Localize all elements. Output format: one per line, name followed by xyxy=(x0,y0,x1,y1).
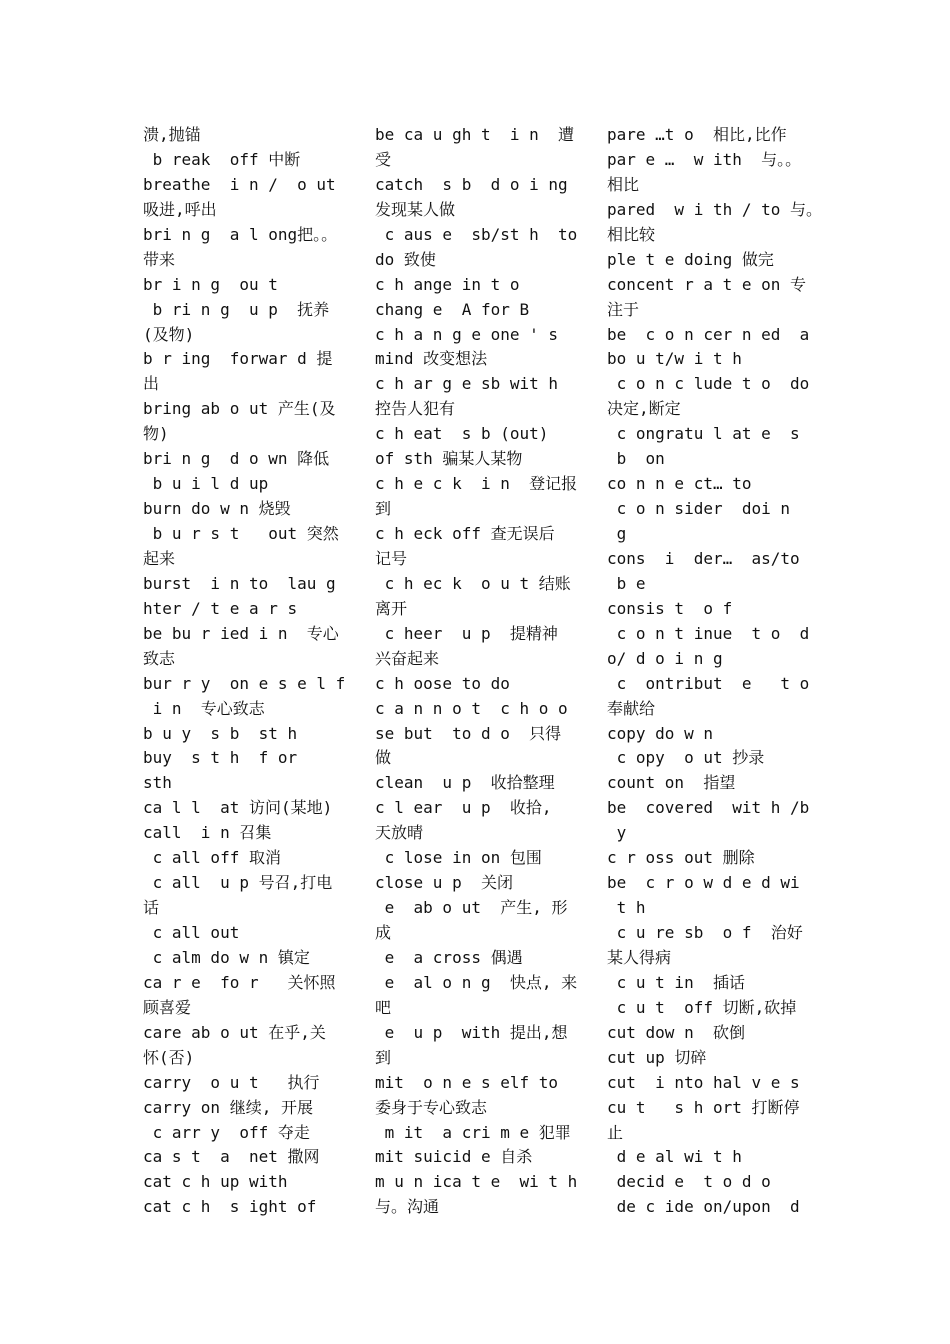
phrase-line: of sth 骗某人某物 xyxy=(375,449,523,469)
phrase-line: c h eat s b (out) xyxy=(375,424,549,444)
phrase-line: ple t e doing 做完 xyxy=(607,249,774,269)
phrase-line: be covered wit h /b xyxy=(607,798,810,818)
phrase-line: buy s t h f or xyxy=(143,748,298,768)
phrase-line: 相比较 xyxy=(607,224,656,244)
phrase-line: bri n g d o wn 降低 xyxy=(143,449,330,469)
phrase-line: 带来 xyxy=(143,249,176,269)
phrase-line: bo u t/w i t h xyxy=(607,349,742,369)
phrase-line: 发现某人做 xyxy=(375,199,456,219)
phrase-line: catch s b d o i ng xyxy=(375,174,568,194)
phrase-line: par e … w ith 与。。 xyxy=(607,149,802,169)
phrase-line: c ongratu l at e s xyxy=(607,424,800,444)
phrase-line: cut i nto hal v e s xyxy=(607,1072,800,1092)
phrase-line: c h oose to do xyxy=(375,673,510,693)
phrase-line: bring ab o ut 产生(及 xyxy=(143,399,336,419)
phrase-line: pare …t o 相比,比作 xyxy=(607,125,787,144)
phrase-line: burn do w n 烧毁 xyxy=(143,499,291,519)
phrase-line: b e xyxy=(607,573,646,593)
phrase-line: e al o n g 快点, 来 xyxy=(375,972,578,992)
phrase-line: c h ar g e sb wit h xyxy=(375,374,559,394)
phrase-line: b r ing forwar d 提 xyxy=(143,349,333,369)
phrase-line: c h ec k o u t 结账 xyxy=(375,573,571,593)
phrase-line: mind 改变想法 xyxy=(375,349,488,369)
phrase-line: b u y s b st h xyxy=(143,723,298,743)
phrase-line: 顾喜爱 xyxy=(143,997,192,1017)
phrase-line: 到 xyxy=(375,499,392,519)
phrase-line: count on 指望 xyxy=(607,773,736,793)
phrase-line: c aus e sb/st h to xyxy=(375,224,578,244)
phrase-line: bri n g a l ong把。。 xyxy=(143,224,338,244)
phrase-line: co n n e ct… to xyxy=(607,474,752,494)
phrase-line: 某人得病 xyxy=(607,947,672,967)
phrase-line: c o n c lude t o do xyxy=(607,374,810,394)
phrase-line: c o n sider doi n xyxy=(607,499,791,519)
phrase-line: c h e c k i n 登记报 xyxy=(375,474,578,494)
phrase-line: 成 xyxy=(375,923,392,942)
phrase-line: 兴奋起来 xyxy=(375,648,440,668)
phrase-line: se but to d o 只得 xyxy=(375,723,562,743)
phrase-line: 止 xyxy=(607,1122,624,1142)
phrase-line: ca r e fo r 关怀照 xyxy=(143,972,336,992)
phrase-line: carry o u t 执行 xyxy=(143,1072,320,1092)
phrase-line: e u p with 提出,想 xyxy=(375,1022,568,1042)
phrase-line: 溃,抛锚 xyxy=(143,125,201,144)
column-1 xyxy=(143,123,348,1220)
phrase-line: c h eck off 查无误后 xyxy=(375,524,555,543)
phrase-line: c opy o ut 抄录 xyxy=(607,748,765,768)
phrase-line: c lose in on 包围 xyxy=(375,848,542,868)
phrase-line: c u re sb o f 治好 xyxy=(607,923,803,942)
phrase-line: m it a cri m e 犯罪 xyxy=(375,1122,571,1142)
phrase-line: 注于 xyxy=(607,299,640,319)
phrase-line: sth xyxy=(143,773,172,793)
phrase-line: e a cross 偶遇 xyxy=(375,947,523,967)
phrase-line: 做 xyxy=(375,748,392,768)
phrase-line: b u r s t out 突然 xyxy=(143,524,339,543)
phrase-line: c r oss out 删除 xyxy=(607,848,755,868)
phrase-line: 离开 xyxy=(375,598,408,618)
phrase-line: breathe i n / o ut xyxy=(143,174,336,194)
phrase-line: c l ear u p 收拾, xyxy=(375,798,552,818)
phrase-line: 吸进,呼出 xyxy=(143,199,217,219)
phrase-line: d e al wi t h xyxy=(607,1147,742,1167)
phrase-line: 怀(否) xyxy=(143,1047,195,1067)
phrase-line: 到 xyxy=(375,1047,392,1067)
phrase-line: cons i der… as/to xyxy=(607,548,800,568)
phrase-line: 奉献给 xyxy=(607,698,656,718)
phrase-line: 吧 xyxy=(375,997,392,1017)
phrase-line: chang e A for B xyxy=(375,299,530,319)
phrase-line: carry on 继续, 开展 xyxy=(143,1097,313,1117)
phrase-line: c ontribut e t o xyxy=(607,673,810,693)
phrase-line: de c ide on/upon d xyxy=(607,1197,800,1217)
phrase-line: 起来 xyxy=(143,548,176,568)
phrase-line: b ri n g u p 抚养 xyxy=(143,299,330,319)
phrase-line: bur r y on e s e l f xyxy=(143,673,346,693)
column-2 xyxy=(375,123,580,1220)
phrase-line: g xyxy=(607,524,627,543)
phrase-line: c u t off 切断,砍掉 xyxy=(607,997,797,1017)
phrase-line: 物) xyxy=(143,424,169,444)
phrase-line: b reak off 中断 xyxy=(143,149,301,169)
phrase-line: m u n ica t e wi t h xyxy=(375,1172,578,1192)
phrase-line: 话 xyxy=(143,898,160,918)
phrase-line: 相比 xyxy=(607,174,640,194)
phrase-line: 记号 xyxy=(375,548,408,568)
phrase-line: 天放晴 xyxy=(375,823,424,843)
phrase-line: be ca u gh t i n 遭 xyxy=(375,125,575,144)
phrase-line: e ab o ut 产生, 形 xyxy=(375,898,568,918)
phrase-line: care ab o ut 在乎,关 xyxy=(143,1022,326,1042)
phrase-line: cat c h s ight of xyxy=(143,1197,317,1217)
phrase-line: cut dow n 砍倒 xyxy=(607,1022,745,1042)
phrase-line: cu t s h ort 打断停 xyxy=(607,1097,800,1117)
phrase-line: pared w i th / to 与。 xyxy=(607,199,823,219)
column-3 xyxy=(607,123,823,1220)
phrase-line: ca l l at 访问(某地) xyxy=(143,798,333,818)
phrase-line: mit suicid e 自杀 xyxy=(375,1147,533,1167)
phrase-line: cut up 切碎 xyxy=(607,1047,707,1067)
phrase-line: call i n 召集 xyxy=(143,823,272,843)
phrase-line: be bu r ied i n 专心 xyxy=(143,623,339,643)
phrase-line: c a n n o t c h o o xyxy=(375,698,568,718)
phrase-line: be c o n cer n ed a xyxy=(607,324,810,344)
phrase-line: c all off 取消 xyxy=(143,848,281,868)
phrase-line: 与。沟通 xyxy=(375,1197,440,1217)
phrase-line: c u t in 插话 xyxy=(607,972,745,992)
phrase-line: mit o n e s elf to xyxy=(375,1072,559,1092)
phrase-line: c arr y off 夺走 xyxy=(143,1122,310,1142)
phrase-line: clean u p 收拾整理 xyxy=(375,773,555,793)
phrase-line: concent r a t e on 专 xyxy=(607,274,807,294)
phrase-line: burst i n to lau g xyxy=(143,573,336,593)
phrase-line: c all u p 号召,打电 xyxy=(143,873,333,893)
phrase-line: o/ d o i n g xyxy=(607,648,723,668)
phrase-line: copy do w n xyxy=(607,723,713,743)
phrase-line: cat c h up with xyxy=(143,1172,288,1192)
phrase-line: b on xyxy=(607,449,665,469)
phrase-line: y xyxy=(607,823,627,843)
phrase-line: hter / t e a r s xyxy=(143,598,298,618)
phrase-line: c heer u p 提精神 xyxy=(375,623,558,643)
phrase-line: 致志 xyxy=(143,648,176,668)
phrase-line: decid e t o d o xyxy=(607,1172,771,1192)
phrase-line: be c r o w d e d wi xyxy=(607,873,800,893)
phrase-line: t h xyxy=(607,898,646,918)
phrase-line: c all out xyxy=(143,923,240,942)
phrase-line: i n 专心致志 xyxy=(143,698,265,718)
phrase-line: 受 xyxy=(375,149,392,169)
phrase-line: ca s t a net 撒网 xyxy=(143,1147,320,1167)
phrase-line: c alm do w n 镇定 xyxy=(143,947,310,967)
phrase-line: c h ange in t o xyxy=(375,274,520,294)
phrase-line: 控告人犯有 xyxy=(375,399,456,419)
phrase-line: do 致使 xyxy=(375,249,436,269)
phrase-line: 委身于专心致志 xyxy=(375,1097,488,1117)
phrase-line: consis t o f xyxy=(607,598,733,618)
phrase-line: 出 xyxy=(143,374,160,394)
phrase-line: (及物) xyxy=(143,324,195,344)
phrase-line: c h a n g e one ' s xyxy=(375,324,559,344)
phrase-line: b u i l d up xyxy=(143,474,269,494)
phrase-line: c o n t inue t o d xyxy=(607,623,810,643)
phrase-line: br i n g ou t xyxy=(143,274,278,294)
phrase-line: close u p 关闭 xyxy=(375,873,513,893)
phrase-line: 决定,断定 xyxy=(607,399,681,419)
